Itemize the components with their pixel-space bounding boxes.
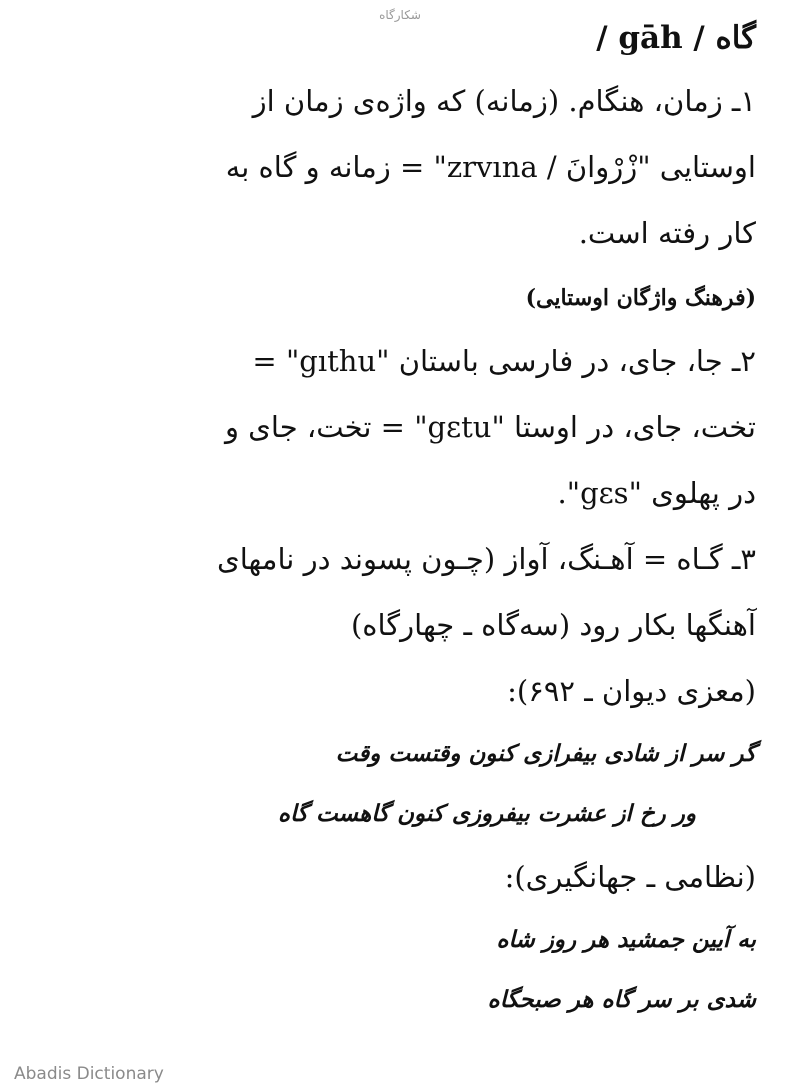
dictionary-entry	[196, 14, 756, 1030]
sense-1: ۱ـ زمان، هنگام. (زمانه) که واژه‌ی زمان از اوستایی "زْرْوانَ / zrvına" = زمانه و گاه به کار رفته است.	[225, 84, 756, 250]
sense-2: ۲ـ جا، جای، در فارسی باستان "gıthu" = تخت، جای، در اوستا "gεtu" = تخت، جای و در پهلوی "gεs".	[224, 344, 756, 510]
citation-moezzi: (معزی دیوان ـ ۶۹۲):	[507, 674, 756, 708]
watermark-text: شکارگاه	[379, 8, 421, 22]
verse-line: شدی بر سر گاه هر صبحگاه	[487, 986, 756, 1013]
citation-nezami: (نظامی ـ جهانگیری):	[504, 860, 756, 894]
entry-headword: گاه / gāh /	[596, 20, 756, 56]
verse-line: گر سر از شادی بیفرازی کنون وقتست وقت	[335, 740, 756, 767]
footer-brand: Abadis Dictionary	[14, 1064, 164, 1084]
verse-line: به آیین جمشید هر روز شاه	[496, 926, 756, 953]
source-reference: (فرهنگ واژگان اوستایی)	[525, 285, 756, 311]
sense-3: ۳ـ گـاه = آهـنگ، آواز (چـون پسوند در نامهای آهنگها بکار رود (سه‌گاه ـ چهارگاه)	[217, 542, 756, 642]
verse-line: ور رخ از عشرت بیفروزی کنون گاهست گاه	[277, 800, 696, 827]
